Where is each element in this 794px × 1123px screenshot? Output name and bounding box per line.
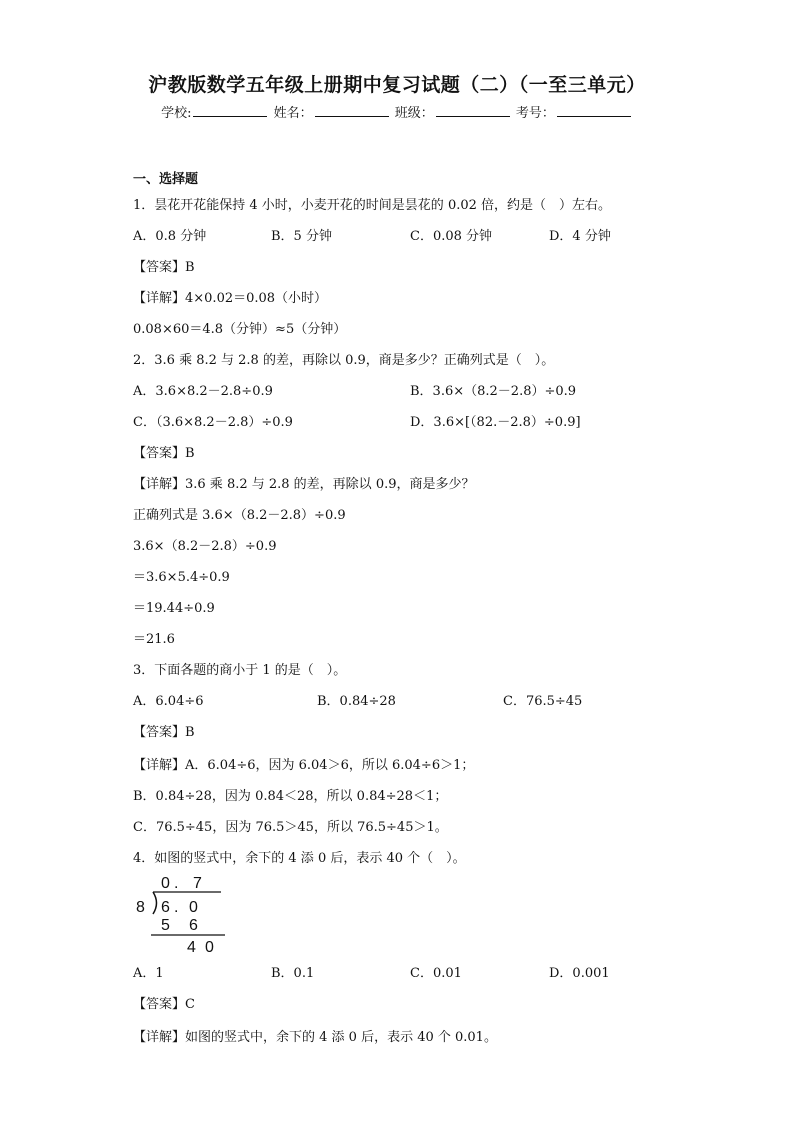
class-blank[interactable] — [436, 104, 510, 117]
question-1-option-c: C．0.08 分钟 — [410, 229, 493, 244]
question-2-explanation-3: 3.6×（8.2－2.8）÷0.9 — [133, 539, 277, 554]
school-blank[interactable] — [193, 104, 267, 117]
dividend-digit-6: 6 — [161, 899, 170, 916]
question-2-explanation-4: ＝3.6×5.4÷0.9 — [133, 570, 230, 585]
question-4-option-c: C．0.01 — [410, 966, 462, 981]
question-2-option-a: A．3.6×8.2－2.8÷0.9 — [133, 384, 273, 399]
question-1-answer: 【答案】B — [133, 260, 195, 275]
name-blank[interactable] — [315, 104, 389, 117]
question-1-option-b: B．5 分钟 — [271, 229, 332, 244]
division-bracket — [153, 892, 157, 914]
question-2-explanation-6: ＝21.6 — [133, 632, 175, 647]
class-label: 班级： — [394, 106, 434, 121]
divisor: 8 — [136, 899, 145, 916]
page-title: 沪教版数学五年级上册期中复习试题（二）（一至三单元） — [148, 74, 646, 96]
dividend-point: . — [174, 899, 179, 916]
question-1-option-a: A．0.8 分钟 — [133, 229, 207, 244]
question-4-option-b: B．0.1 — [271, 966, 315, 981]
question-3-explanation-2: B．0.84÷28，因为 0.84＜28，所以 0.84÷28＜1； — [133, 789, 448, 804]
question-4-answer: 【答案】C — [133, 997, 195, 1012]
exam-number-blank[interactable] — [557, 104, 631, 117]
quotient-digit-0: 0 — [161, 875, 170, 892]
question-1-stem: 1．昙花开花能保持 4 小时，小麦开花的时间是昙花的 0.02 倍，约是（ ）左右。 — [133, 198, 612, 213]
question-4-option-d: D．0.001 — [549, 966, 610, 981]
product-digit-5: 5 — [161, 917, 170, 934]
question-3-option-a: A．6.04÷6 — [133, 694, 204, 709]
question-3-stem: 3．下面各题的商小于 1 的是（ ）。 — [133, 663, 347, 678]
question-2-explanation-2: 正确列式是 3.6×（8.2－2.8）÷0.9 — [133, 508, 346, 523]
long-division-figure — [133, 872, 233, 954]
question-3-answer: 【答案】B — [133, 725, 195, 740]
question-2-stem: 2．3.6 乘 8.2 与 2.8 的差，再除以 0.9，商是多少？正确列式是（ ）。 — [133, 353, 555, 368]
question-1-option-d: D．4 分钟 — [549, 229, 611, 244]
question-3-option-c: C．76.5÷45 — [503, 694, 583, 709]
question-3-option-b: B．0.84÷28 — [317, 694, 396, 709]
question-4-explanation-1: 【详解】如图的竖式中，余下的 4 添 0 后，表示 40 个 0.01。 — [133, 1030, 497, 1045]
product-digit-6: 6 — [189, 917, 198, 934]
dividend-digit-0: 0 — [189, 899, 198, 916]
question-2-option-c: C．（3.6×8.2－2.8）÷0.9 — [133, 415, 293, 430]
remainder-digit-4: 4 — [187, 939, 196, 954]
quotient-point: . — [174, 875, 179, 892]
question-4-stem: 4．如图的竖式中，余下的 4 添 0 后，表示 40 个（ ）。 — [133, 851, 466, 866]
question-2-option-d: D．3.6×[（82.－2.8）÷0.9] — [410, 415, 581, 430]
question-2-explanation-5: ＝19.44÷0.9 — [133, 601, 215, 616]
question-3-explanation-1: 【详解】A．6.04÷6，因为 6.04＞6，所以 6.04÷6＞1； — [133, 758, 475, 773]
question-1-explanation-1: 【详解】4×0.02＝0.08（小时） — [133, 291, 328, 306]
school-label: 学校: — [161, 106, 192, 121]
question-4-option-a: A．1 — [133, 966, 164, 981]
exam-number-label: 考号： — [515, 106, 555, 121]
question-2-option-b: B．3.6×（8.2－2.8）÷0.9 — [410, 384, 577, 399]
section-heading: 一、选择题 — [133, 172, 199, 187]
question-3-explanation-3: C．76.5÷45，因为 76.5＞45，所以 76.5÷45＞1。 — [133, 820, 448, 835]
name-label: 姓名： — [273, 106, 313, 121]
quotient-digit-7: 7 — [193, 875, 202, 892]
remainder-digit-0: 0 — [205, 939, 214, 954]
question-2-answer: 【答案】B — [133, 446, 195, 461]
question-1-explanation-2: 0.08×60＝4.8（分钟）≈5（分钟） — [133, 322, 347, 337]
question-2-explanation-1: 【详解】3.6 乘 8.2 与 2.8 的差，再除以 0.9，商是多少？ — [133, 477, 475, 492]
student-info-line — [0, 102, 794, 121]
